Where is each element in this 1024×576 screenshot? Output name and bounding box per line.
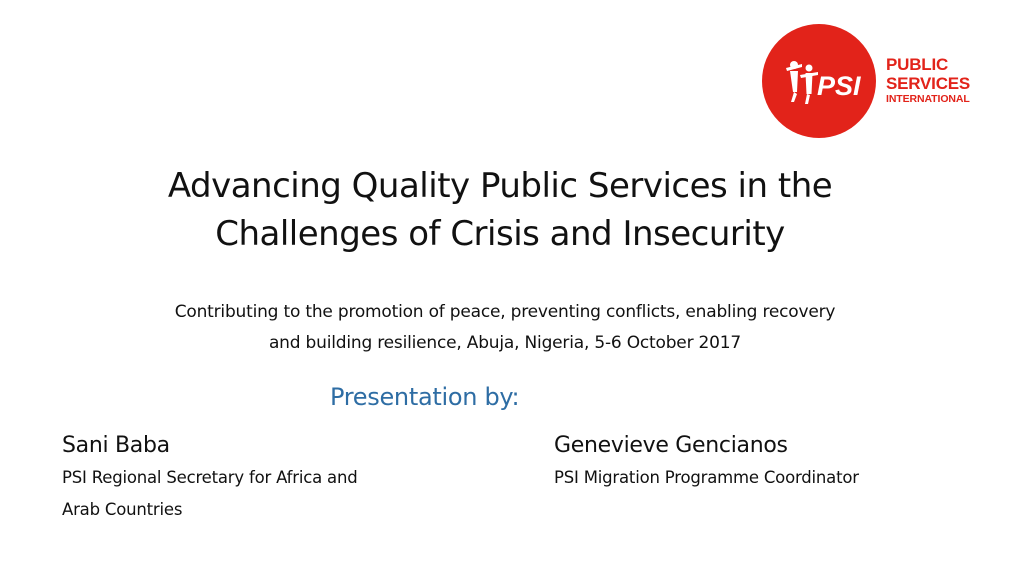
subtitle-line-1: Contributing to the promotion of peace, preventing conflicts, enabling recovery [174, 302, 836, 322]
slide-title [40, 162, 960, 258]
logo-line-international: INTERNATIONAL [886, 93, 970, 105]
presenter-name: Genevieve Gencianos [554, 433, 788, 458]
logo-line-services: SERVICES [886, 74, 971, 93]
presenter-sani-baba [62, 430, 482, 526]
title-line-2: Challenges of Crisis and Insecurity [215, 214, 785, 254]
presented-by-label: Presentation by: [330, 383, 520, 411]
presenter-role-line-1: PSI Regional Secretary for Africa and [62, 468, 358, 487]
slide-subtitle [40, 297, 970, 359]
presenter-role-line-1: PSI Migration Programme Coordinator [554, 468, 859, 487]
psi-mark-text: PSI [817, 71, 861, 101]
psi-wordmark [886, 56, 970, 105]
psi-logo-mark [760, 22, 878, 140]
presenter-genevieve-gencianos [554, 430, 994, 494]
presenter-role-line-2: Arab Countries [62, 500, 183, 519]
subtitle-line-2: and building resilience, Abuja, Nigeria, 5-6 October 2017 [268, 333, 742, 353]
logo-line-public: PUBLIC [886, 55, 949, 74]
psi-logo [758, 22, 990, 140]
presenter-name: Sani Baba [62, 433, 170, 458]
title-line-1: Advancing Quality Public Services in the [167, 166, 833, 206]
